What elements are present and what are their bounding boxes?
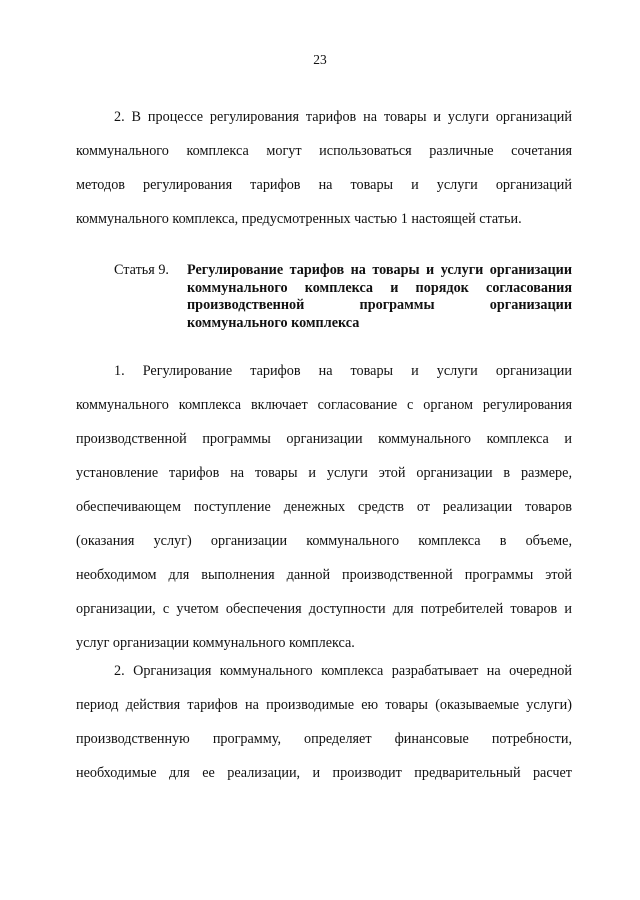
text-line: необходимом для выполнения данной производственной программы этой	[76, 567, 572, 583]
article-label: Статья 9.	[114, 262, 169, 278]
text-line: установление тарифов на товары и услуги этой организации в размере,	[76, 465, 572, 481]
text-line: производственной программы организации коммунального комплекса и	[76, 431, 572, 447]
article-title	[187, 262, 572, 332]
text-line: период действия тарифов на производимые ею товары (оказываемые услуги)	[76, 697, 572, 713]
article-title-line: производственной программы организации	[187, 297, 572, 313]
text-line: коммунального комплекса, предусмотренных частью 1 настоящей статьи.	[76, 211, 522, 227]
article-title-line: Регулирование тарифов на товары и услуги организации	[187, 262, 572, 278]
text-line: 1. Регулирование тарифов на товары и услуги организации	[114, 363, 572, 379]
article-title-line: коммунального комплекса и порядок согласования	[187, 279, 572, 296]
text-line: обеспечивающем поступление денежных средств от реализации товаров	[76, 499, 572, 515]
text-line: услуг организации коммунального комплекса.	[76, 635, 355, 651]
text-line: 2. В процессе регулирования тарифов на товары и услуги организаций	[114, 109, 572, 125]
text-line: (оказания услуг) организации коммунального комплекса в объеме,	[76, 533, 572, 549]
text-line: методов регулирования тарифов на товары и услуги организаций	[76, 177, 572, 193]
text-line: производственную программу, определяет финансовые потребности,	[76, 731, 572, 747]
paragraph-prev-2	[76, 100, 572, 236]
text-line: необходимые для ее реализации, и производит предварительный расчет	[76, 765, 572, 781]
text-line: организации, с учетом обеспечения доступности для потребителей товаров и	[76, 601, 572, 617]
page-number: 23	[313, 52, 327, 67]
text-line: коммунального комплекса могут использоваться различные сочетания	[76, 143, 572, 159]
text-line: коммунального комплекса включает согласование с органом регулирования	[76, 397, 572, 413]
article-title-line: коммунального комплекса	[187, 314, 360, 331]
paragraph-2	[76, 654, 572, 790]
text-line: 2. Организация коммунального комплекса разрабатывает на очередной	[114, 663, 572, 679]
paragraph-1	[76, 354, 572, 660]
